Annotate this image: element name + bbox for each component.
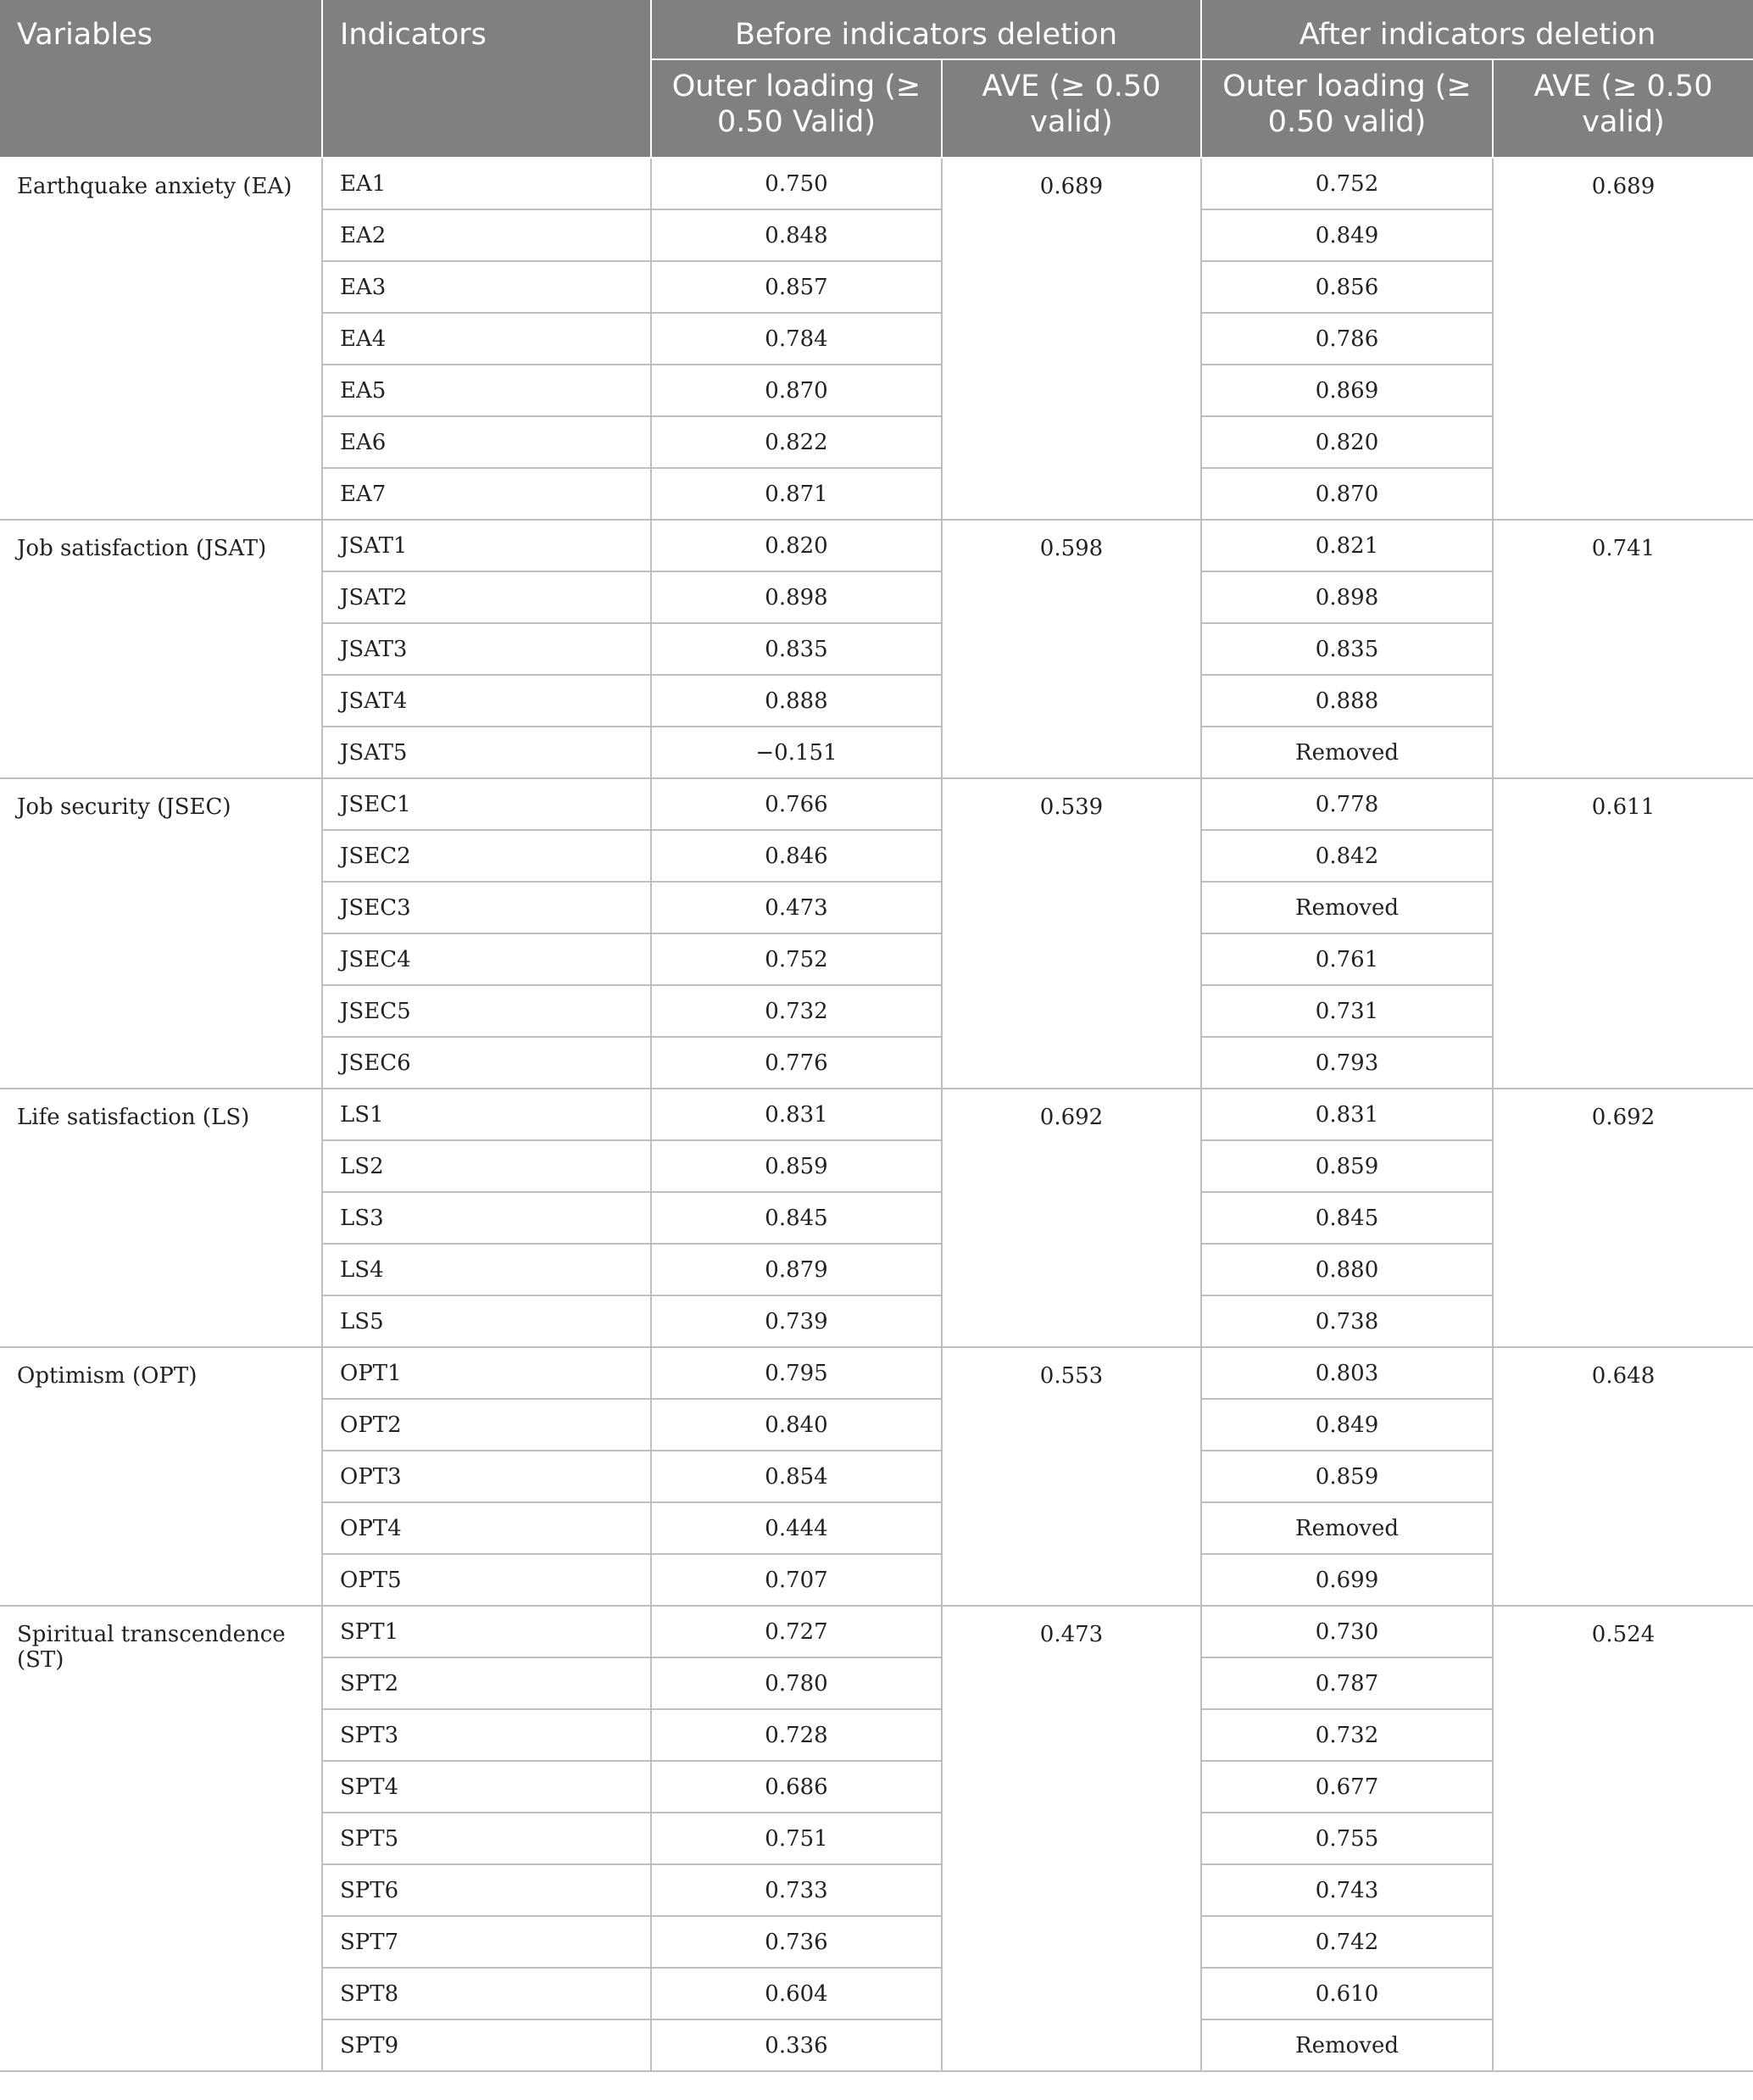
ave-before-cell: 0.553 bbox=[942, 1347, 1201, 1606]
outer-loading-before-cell: 0.736 bbox=[651, 1916, 942, 1968]
indicator-cell: OPT5 bbox=[322, 1554, 651, 1606]
ave-after-cell: 0.689 bbox=[1493, 158, 1753, 520]
ave-after-cell: 0.524 bbox=[1493, 1606, 1753, 2071]
indicator-cell: LS2 bbox=[322, 1140, 651, 1192]
variable-cell: Spiritual transcendence (ST) bbox=[0, 1606, 322, 2071]
header-outer-loading-before: Outer loading (≥ 0.50 Valid) bbox=[651, 59, 942, 158]
indicator-cell: JSAT1 bbox=[322, 520, 651, 571]
indicator-cell: JSAT4 bbox=[322, 675, 651, 727]
indicator-cell: JSEC6 bbox=[322, 1037, 651, 1089]
indicator-cell: OPT1 bbox=[322, 1347, 651, 1399]
outer-loading-after-cell: 0.856 bbox=[1201, 261, 1493, 313]
ave-after-cell: 0.741 bbox=[1493, 520, 1753, 778]
outer-loading-before-cell: 0.835 bbox=[651, 623, 942, 675]
indicator-cell: SPT8 bbox=[322, 1968, 651, 2019]
outer-loading-before-cell: 0.840 bbox=[651, 1399, 942, 1451]
table-header bbox=[0, 0, 1753, 158]
outer-loading-after-cell: Removed bbox=[1201, 1502, 1493, 1554]
outer-loading-after-cell: 0.859 bbox=[1201, 1140, 1493, 1192]
table-row bbox=[0, 778, 1753, 830]
ave-after-cell: 0.692 bbox=[1493, 1089, 1753, 1347]
outer-loading-before-cell: 0.854 bbox=[651, 1451, 942, 1502]
outer-loading-before-cell: 0.780 bbox=[651, 1657, 942, 1709]
outer-loading-before-cell: 0.686 bbox=[651, 1761, 942, 1813]
indicator-cell: OPT3 bbox=[322, 1451, 651, 1502]
indicator-cell: LS3 bbox=[322, 1192, 651, 1244]
outer-loading-after-cell: 0.761 bbox=[1201, 933, 1493, 985]
variable-cell: Job satisfaction (JSAT) bbox=[0, 520, 322, 778]
outer-loading-after-cell: 0.870 bbox=[1201, 468, 1493, 520]
outer-loading-before-cell: 0.766 bbox=[651, 778, 942, 830]
outer-loading-before-cell: 0.848 bbox=[651, 209, 942, 261]
outer-loading-after-cell: 0.752 bbox=[1201, 158, 1493, 209]
indicator-cell: JSAT3 bbox=[322, 623, 651, 675]
outer-loading-after-cell: 0.869 bbox=[1201, 365, 1493, 416]
outer-loading-after-cell: 0.820 bbox=[1201, 416, 1493, 468]
outer-loading-after-cell: 0.731 bbox=[1201, 985, 1493, 1037]
outer-loading-before-cell: 0.707 bbox=[651, 1554, 942, 1606]
outer-loading-after-cell: 0.849 bbox=[1201, 209, 1493, 261]
ave-before-cell: 0.692 bbox=[942, 1089, 1201, 1347]
table-body bbox=[0, 158, 1753, 2071]
ave-before-cell: 0.598 bbox=[942, 520, 1201, 778]
outer-loading-before-cell: 0.604 bbox=[651, 1968, 942, 2019]
indicator-cell: LS5 bbox=[322, 1295, 651, 1347]
indicator-cell: SPT7 bbox=[322, 1916, 651, 1968]
outer-loading-after-cell: Removed bbox=[1201, 882, 1493, 933]
variable-cell: Job security (JSEC) bbox=[0, 778, 322, 1089]
indicator-cell: SPT1 bbox=[322, 1606, 651, 1657]
indicator-cell: LS4 bbox=[322, 1244, 651, 1295]
outer-loading-after-cell: 0.859 bbox=[1201, 1451, 1493, 1502]
header-variables: Variables bbox=[0, 0, 322, 158]
outer-loading-after-cell: 0.898 bbox=[1201, 571, 1493, 623]
indicator-cell: LS1 bbox=[322, 1089, 651, 1140]
header-ave-after: AVE (≥ 0.50 valid) bbox=[1493, 59, 1753, 158]
outer-loading-before-cell: 0.857 bbox=[651, 261, 942, 313]
outer-loading-before-cell: 0.750 bbox=[651, 158, 942, 209]
table-row bbox=[0, 1347, 1753, 1399]
outer-loading-before-cell: 0.795 bbox=[651, 1347, 942, 1399]
header-outer-loading-after: Outer loading (≥ 0.50 valid) bbox=[1201, 59, 1493, 158]
indicator-cell: SPT9 bbox=[322, 2019, 651, 2071]
outer-loading-after-cell: 0.831 bbox=[1201, 1089, 1493, 1140]
indicator-cell: JSAT5 bbox=[322, 727, 651, 778]
outer-loading-before-cell: 0.473 bbox=[651, 882, 942, 933]
outer-loading-before-cell: −0.151 bbox=[651, 727, 942, 778]
outer-loading-after-cell: 0.849 bbox=[1201, 1399, 1493, 1451]
outer-loading-after-cell: 0.755 bbox=[1201, 1813, 1493, 1864]
outer-loading-before-cell: 0.822 bbox=[651, 416, 942, 468]
header-indicators: Indicators bbox=[322, 0, 651, 158]
outer-loading-after-cell: 0.730 bbox=[1201, 1606, 1493, 1657]
outer-loading-before-cell: 0.728 bbox=[651, 1709, 942, 1761]
outer-loading-after-cell: 0.803 bbox=[1201, 1347, 1493, 1399]
outer-loading-before-cell: 0.739 bbox=[651, 1295, 942, 1347]
outer-loading-before-cell: 0.898 bbox=[651, 571, 942, 623]
outer-loading-before-cell: 0.752 bbox=[651, 933, 942, 985]
variable-cell: Optimism (OPT) bbox=[0, 1347, 322, 1606]
outer-loading-after-cell: 0.835 bbox=[1201, 623, 1493, 675]
outer-loading-before-cell: 0.727 bbox=[651, 1606, 942, 1657]
header-before-deletion: Before indicators deletion bbox=[651, 0, 1201, 59]
outer-loading-before-cell: 0.444 bbox=[651, 1502, 942, 1554]
indicator-cell: SPT2 bbox=[322, 1657, 651, 1709]
indicator-cell: EA4 bbox=[322, 313, 651, 365]
outer-loading-before-cell: 0.336 bbox=[651, 2019, 942, 2071]
outer-loading-before-cell: 0.879 bbox=[651, 1244, 942, 1295]
header-ave-before: AVE (≥ 0.50 valid) bbox=[942, 59, 1201, 158]
outer-loading-before-cell: 0.831 bbox=[651, 1089, 942, 1140]
ave-before-cell: 0.689 bbox=[942, 158, 1201, 520]
ave-after-cell: 0.611 bbox=[1493, 778, 1753, 1089]
outer-loading-before-cell: 0.784 bbox=[651, 313, 942, 365]
indicator-cell: JSEC4 bbox=[322, 933, 651, 985]
outer-loading-before-cell: 0.733 bbox=[651, 1864, 942, 1916]
outer-loading-before-cell: 0.776 bbox=[651, 1037, 942, 1089]
outer-loading-after-cell: 0.743 bbox=[1201, 1864, 1493, 1916]
outer-loading-before-cell: 0.845 bbox=[651, 1192, 942, 1244]
table-row bbox=[0, 158, 1753, 209]
indicator-cell: EA2 bbox=[322, 209, 651, 261]
outer-loading-before-cell: 0.751 bbox=[651, 1813, 942, 1864]
outer-loading-after-cell: 0.842 bbox=[1201, 830, 1493, 882]
indicator-cell: SPT4 bbox=[322, 1761, 651, 1813]
outer-loading-after-cell: 0.610 bbox=[1201, 1968, 1493, 2019]
outer-loading-before-cell: 0.732 bbox=[651, 985, 942, 1037]
indicator-cell: SPT5 bbox=[322, 1813, 651, 1864]
outer-loading-after-cell: 0.786 bbox=[1201, 313, 1493, 365]
variable-cell: Life satisfaction (LS) bbox=[0, 1089, 322, 1347]
indicator-cell: OPT2 bbox=[322, 1399, 651, 1451]
indicator-cell: EA3 bbox=[322, 261, 651, 313]
indicator-cell: SPT6 bbox=[322, 1864, 651, 1916]
outer-loading-after-cell: 0.793 bbox=[1201, 1037, 1493, 1089]
outer-loading-after-cell: 0.677 bbox=[1201, 1761, 1493, 1813]
outer-loading-after-cell: 0.888 bbox=[1201, 675, 1493, 727]
indicator-cell: JSEC1 bbox=[322, 778, 651, 830]
ave-after-cell: 0.648 bbox=[1493, 1347, 1753, 1606]
outer-loading-before-cell: 0.820 bbox=[651, 520, 942, 571]
table-row bbox=[0, 520, 1753, 571]
variable-cell: Earthquake anxiety (EA) bbox=[0, 158, 322, 520]
indicator-cell: EA1 bbox=[322, 158, 651, 209]
indicator-cell: JSEC5 bbox=[322, 985, 651, 1037]
outer-loading-after-cell: 0.699 bbox=[1201, 1554, 1493, 1606]
indicator-cell: SPT3 bbox=[322, 1709, 651, 1761]
table-row bbox=[0, 1606, 1753, 1657]
outer-loading-after-cell: 0.732 bbox=[1201, 1709, 1493, 1761]
outer-loading-before-cell: 0.871 bbox=[651, 468, 942, 520]
outer-loading-after-cell: 0.880 bbox=[1201, 1244, 1493, 1295]
table-row bbox=[0, 1089, 1753, 1140]
indicator-cell: JSEC3 bbox=[322, 882, 651, 933]
indicator-cell: OPT4 bbox=[322, 1502, 651, 1554]
indicator-cell: JSAT2 bbox=[322, 571, 651, 623]
header-after-deletion: After indicators deletion bbox=[1201, 0, 1753, 59]
ave-before-cell: 0.473 bbox=[942, 1606, 1201, 2071]
outer-loading-after-cell: 0.821 bbox=[1201, 520, 1493, 571]
indicator-cell: EA7 bbox=[322, 468, 651, 520]
outer-loading-after-cell: 0.787 bbox=[1201, 1657, 1493, 1709]
outer-loading-after-cell: 0.738 bbox=[1201, 1295, 1493, 1347]
outer-loading-after-cell: Removed bbox=[1201, 727, 1493, 778]
indicator-cell: EA6 bbox=[322, 416, 651, 468]
outer-loading-before-cell: 0.870 bbox=[651, 365, 942, 416]
outer-loading-before-cell: 0.859 bbox=[651, 1140, 942, 1192]
outer-loading-after-cell: 0.845 bbox=[1201, 1192, 1493, 1244]
outer-loading-after-cell: 0.742 bbox=[1201, 1916, 1493, 1968]
outer-loading-before-cell: 0.846 bbox=[651, 830, 942, 882]
indicator-cell: EA5 bbox=[322, 365, 651, 416]
outer-loading-before-cell: 0.888 bbox=[651, 675, 942, 727]
outer-loading-after-cell: 0.778 bbox=[1201, 778, 1493, 830]
outer-loading-after-cell: Removed bbox=[1201, 2019, 1493, 2071]
ave-before-cell: 0.539 bbox=[942, 778, 1201, 1089]
indicator-cell: JSEC2 bbox=[322, 830, 651, 882]
